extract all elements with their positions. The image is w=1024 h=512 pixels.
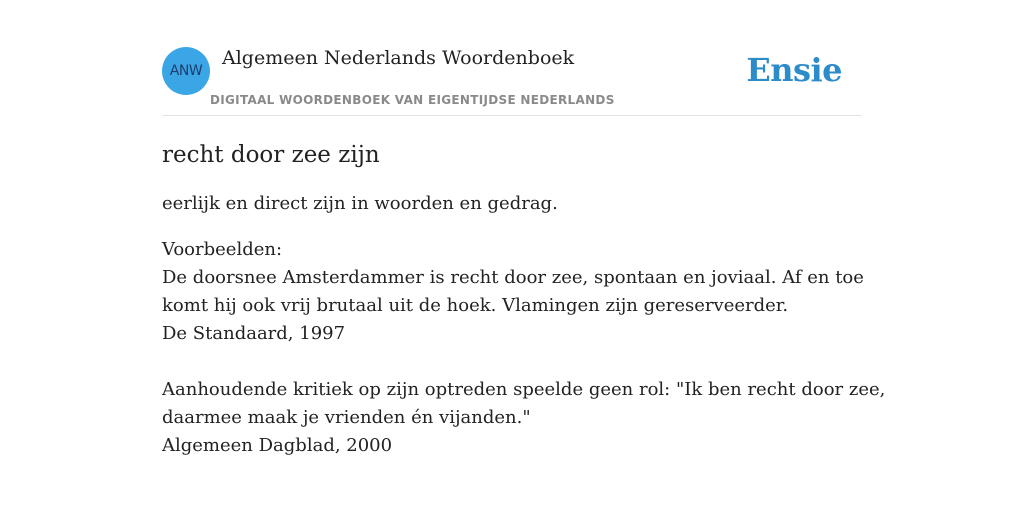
anw-logo[interactable] [162, 47, 210, 95]
entry-content [162, 138, 886, 460]
example-line: De doorsnee Amsterdammer is recht door zee, spontaan en joviaal. Af en toe [162, 267, 864, 288]
entry-title: recht door zee zijn [162, 142, 380, 168]
site-header [162, 0, 862, 116]
site-subtitle: DIGITAAL WOORDENBOEK VAN EIGENTIJDSE NEDERLANDS [210, 93, 615, 107]
example-line: Aanhoudende kritiek op zijn optreden speelde geen rol: "Ik ben recht door zee, [162, 379, 886, 400]
example-source: Algemeen Dagblad, 2000 [162, 435, 393, 456]
example-spacer [162, 348, 862, 376]
ensie-brand-logo[interactable]: Ensie [746, 51, 842, 89]
logo-text: ANW [169, 63, 203, 79]
examples-label: Voorbeelden: [162, 239, 283, 260]
entry-definition: eerlijk en direct zijn in woorden en gedrag. [162, 193, 558, 214]
example-source: De Standaard, 1997 [162, 323, 346, 344]
examples-block [162, 236, 886, 460]
site-title[interactable]: Algemeen Nederlands Woordenboek [222, 47, 575, 69]
example-line: komt hij ook vrij brutaal uit de hoek. Vlamingen zijn gereserveerder. [162, 295, 789, 316]
example-line: daarmee maak je vrienden én vijanden." [162, 407, 531, 428]
